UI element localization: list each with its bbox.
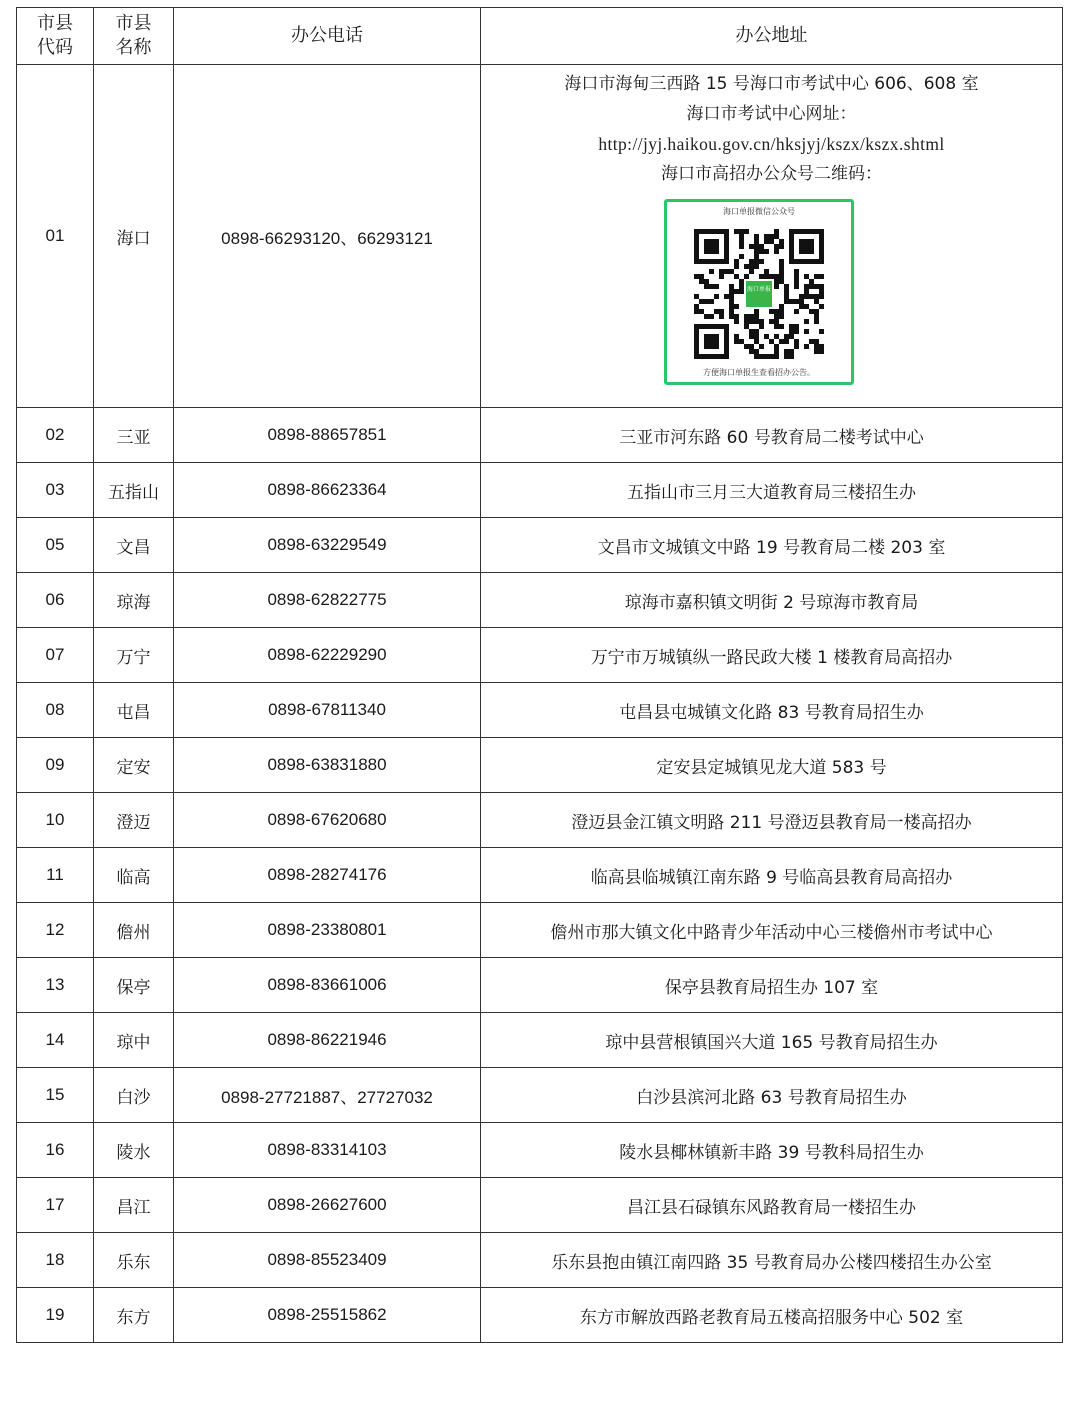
cell-phone: 0898-67811340 <box>174 683 481 738</box>
qr-center-logo: 海口单报 <box>744 279 774 309</box>
cell-name: 海口 <box>94 65 174 408</box>
cell-name: 琼海 <box>94 573 174 628</box>
table-row <box>17 463 1063 518</box>
header-name <box>94 8 174 65</box>
cell-name: 东方 <box>94 1288 174 1343</box>
cell-address: 乐东县抱由镇江南四路 35 号教育局办公楼四楼招生办公室 <box>481 1233 1063 1288</box>
table-header-row <box>17 8 1063 65</box>
table-row <box>17 683 1063 738</box>
cell-phone: 0898-27721887、27727032 <box>174 1068 481 1123</box>
cell-code: 14 <box>17 1013 94 1068</box>
cell-address: 昌江县石碌镇东风路教育局一楼招生办 <box>481 1178 1063 1233</box>
cell-code: 07 <box>17 628 94 683</box>
cell-address: 文昌市文城镇文中路 19 号教育局二楼 203 室 <box>481 518 1063 573</box>
cell-address: 澄迈县金江镇文明路 211 号澄迈县教育局一楼高招办 <box>481 793 1063 848</box>
cell-name: 乐东 <box>94 1233 174 1288</box>
table-row <box>17 793 1063 848</box>
table-row <box>17 738 1063 793</box>
cell-phone: 0898-88657851 <box>174 408 481 463</box>
cell-code: 17 <box>17 1178 94 1233</box>
table-row <box>17 1178 1063 1233</box>
cell-phone: 0898-86623364 <box>174 463 481 518</box>
qr-caption-top: 海口单报微信公众号 <box>723 207 795 216</box>
cell-phone: 0898-28274176 <box>174 848 481 903</box>
cell-address: 定安县定城镇见龙大道 583 号 <box>481 738 1063 793</box>
table-row <box>17 848 1063 903</box>
cell-code: 02 <box>17 408 94 463</box>
cell-code: 12 <box>17 903 94 958</box>
wechat-qr-code-card <box>664 199 854 385</box>
cell-code: 01 <box>17 65 94 408</box>
cell-address: 三亚市河东路 60 号教育局二楼考试中心 <box>481 408 1063 463</box>
header-name-text: 市县名称 <box>115 13 152 58</box>
cell-code: 11 <box>17 848 94 903</box>
header-code <box>17 8 94 65</box>
table-row <box>17 65 1063 408</box>
cell-address: 临高县临城镇江南东路 9 号临高县教育局高招办 <box>481 848 1063 903</box>
cell-address: 陵水县椰林镇新丰路 39 号教科局招生办 <box>481 1123 1063 1178</box>
cell-name: 昌江 <box>94 1178 174 1233</box>
cell-code: 16 <box>17 1123 94 1178</box>
cell-phone: 0898-26627600 <box>174 1178 481 1233</box>
cell-phone: 0898-62229290 <box>174 628 481 683</box>
cell-code: 06 <box>17 573 94 628</box>
cell-address: 东方市解放西路老教育局五楼高招服务中心 502 室 <box>481 1288 1063 1343</box>
cell-phone: 0898-63229549 <box>174 518 481 573</box>
cell-code: 18 <box>17 1233 94 1288</box>
cell-phone: 0898-85523409 <box>174 1233 481 1288</box>
cell-code: 19 <box>17 1288 94 1343</box>
table-row <box>17 1233 1063 1288</box>
cell-code: 15 <box>17 1068 94 1123</box>
office-contact-table <box>16 7 1063 1343</box>
cell-name: 临高 <box>94 848 174 903</box>
document-page <box>16 7 1063 1343</box>
cell-name: 屯昌 <box>94 683 174 738</box>
table-row <box>17 628 1063 683</box>
cell-address: 保亭县教育局招生办 107 室 <box>481 958 1063 1013</box>
cell-address <box>481 65 1063 408</box>
website-url-link[interactable]: http://jyj.haikou.gov.cn/hksjyj/kszx/kszx.shtml <box>598 134 945 154</box>
cell-address: 白沙县滨河北路 63 号教育局招生办 <box>481 1068 1063 1123</box>
table-row <box>17 1123 1063 1178</box>
table-row <box>17 408 1063 463</box>
cell-phone: 0898-67620680 <box>174 793 481 848</box>
cell-address: 五指山市三月三大道教育局三楼招生办 <box>481 463 1063 518</box>
cell-name: 五指山 <box>94 463 174 518</box>
qr-label: 海口市高招办公众号二维码： <box>661 164 882 184</box>
header-phone: 办公电话 <box>174 8 481 65</box>
cell-phone: 0898-66293120、66293121 <box>174 65 481 408</box>
cell-address: 万宁市万城镇纵一路民政大楼 1 楼教育局高招办 <box>481 628 1063 683</box>
cell-name: 琼中 <box>94 1013 174 1068</box>
header-address: 办公地址 <box>481 8 1063 65</box>
cell-name: 保亭 <box>94 958 174 1013</box>
cell-name: 白沙 <box>94 1068 174 1123</box>
cell-code: 03 <box>17 463 94 518</box>
table-row <box>17 1288 1063 1343</box>
cell-name: 陵水 <box>94 1123 174 1178</box>
header-code-text: 市县代码 <box>37 13 73 58</box>
table-row <box>17 958 1063 1013</box>
cell-address: 儋州市那大镇文化中路青少年活动中心三楼儋州市考试中心 <box>481 903 1063 958</box>
table-row <box>17 1068 1063 1123</box>
cell-phone: 0898-23380801 <box>174 903 481 958</box>
cell-address: 琼海市嘉积镇文明街 2 号琼海市教育局 <box>481 573 1063 628</box>
cell-code: 10 <box>17 793 94 848</box>
cell-phone: 0898-83314103 <box>174 1123 481 1178</box>
cell-name: 万宁 <box>94 628 174 683</box>
cell-phone: 0898-63831880 <box>174 738 481 793</box>
table-row <box>17 1013 1063 1068</box>
table-row <box>17 903 1063 958</box>
cell-name: 三亚 <box>94 408 174 463</box>
table-row <box>17 518 1063 573</box>
cell-phone: 0898-25515862 <box>174 1288 481 1343</box>
cell-name: 澄迈 <box>94 793 174 848</box>
cell-code: 05 <box>17 518 94 573</box>
cell-address: 屯昌县屯城镇文化路 83 号教育局招生办 <box>481 683 1063 738</box>
table-row <box>17 573 1063 628</box>
cell-name: 儋州 <box>94 903 174 958</box>
website-label: 海口市考试中心网址： <box>686 104 857 124</box>
cell-phone: 0898-83661006 <box>174 958 481 1013</box>
cell-code: 08 <box>17 683 94 738</box>
cell-address: 琼中县营根镇国兴大道 165 号教育局招生办 <box>481 1013 1063 1068</box>
cell-code: 13 <box>17 958 94 1013</box>
address-line: 海口市海甸三西路 15 号海口市考试中心 606、608 室 <box>564 74 979 94</box>
cell-code: 09 <box>17 738 94 793</box>
cell-name: 文昌 <box>94 518 174 573</box>
cell-name: 定安 <box>94 738 174 793</box>
cell-phone: 0898-62822775 <box>174 573 481 628</box>
qr-caption-bottom: 方便海口单报生查看招办公告。 <box>703 368 815 377</box>
cell-phone: 0898-86221946 <box>174 1013 481 1068</box>
